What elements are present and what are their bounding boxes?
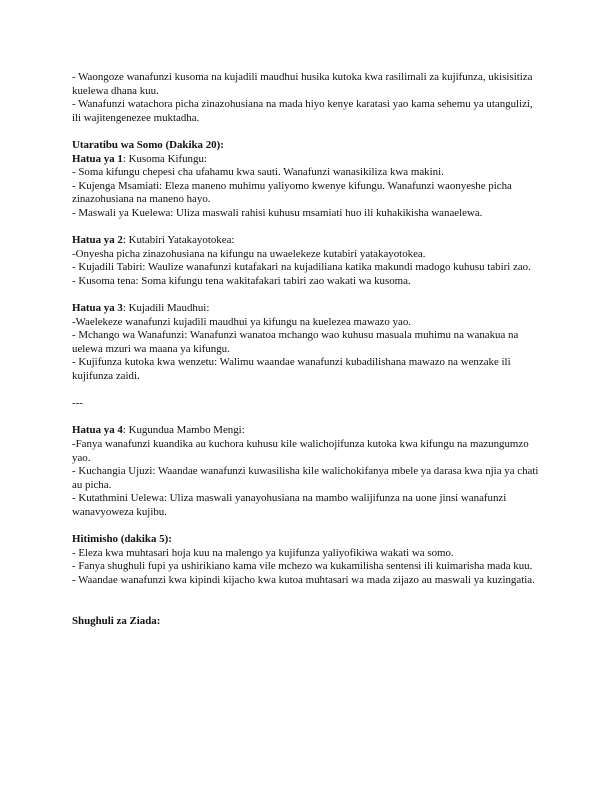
procedure-heading: Utaratibu wa Somo (Dakika 20):	[72, 138, 224, 151]
step-3-label: Hatua ya 3	[72, 302, 123, 315]
intro-section	[72, 71, 542, 125]
step-1-heading	[72, 153, 542, 167]
conclusion-item-1: - Eleza kwa muhtasari hoja kuu na malengo ya kujifunza yaliyofikiwa wakati wa somo.	[72, 546, 454, 559]
step-2-label: Hatua ya 2	[72, 234, 123, 247]
document-page	[72, 71, 542, 628]
step-2-item-3: - Kusoma tena: Soma kifungu tena wakitafakari tabiri zao wakati wa kusoma.	[72, 274, 411, 287]
conclusion-heading: Hitimisho (dakika 5):	[72, 533, 172, 546]
extra-activities-heading: Shughuli za Ziada:	[72, 614, 161, 627]
conclusion-item-2: - Fanya shughuli fupi ya ushirikiano kama vile mchezo wa kukamilisha sentensi ili kuimarisha mada kuu.	[72, 560, 533, 573]
step-4-heading	[72, 424, 542, 438]
step-1-item-2: - Kujenga Msamiati: Eleza maneno muhimu yaliyomo kwenye kifungu. Wanafunzi waonyeshe picha zinazohusiana na maneno hayo.	[72, 179, 512, 206]
step-2-title: : Kutabiri Yatakayotokea:	[122, 234, 235, 247]
step-4	[72, 424, 542, 519]
separator: ---	[72, 397, 83, 410]
step-3-heading	[72, 302, 542, 316]
step-1-item-1: - Soma kifungu chepesi cha ufahamu kwa sauti. Wanafunzi wanasikiliza kwa makini.	[72, 166, 444, 179]
conclusion-section	[72, 533, 542, 587]
intro-item-2: - Wanafunzi watachora picha zinazohusiana na mada hiyo kenye karatasi yao kama sehemu ya utangulizi, ili wajitengenezee muktadha.	[72, 98, 533, 124]
step-3-item-3: - Kujifunza kutoka kwa wenzetu: Walimu waandae wanafunzi kubadilishana mawazo na wenzake ili kujifunza zaidi.	[72, 356, 511, 383]
step-2-item-1: -Onyesha picha zinazohusiana na kifungu na uwaelekeze kutabiri yatakayotokea.	[72, 247, 426, 260]
conclusion-item-3: - Waandae wanafunzi kwa kipindi kijacho kwa kutoa muhtasari wa mada zijazo au maswali ya kuzingatia.	[72, 573, 535, 586]
step-2-item-2: - Kujadili Tabiri: Waulize wanafunzi kutafakari na kujadiliana katika makundi madogo kuhusu tabiri zao.	[72, 261, 531, 274]
step-4-item-2: - Kuchangia Ujuzi: Waandae wanafunzi kuwasilisha kile walichokifanya mbele ya darasa kwa njia ya chati au picha.	[72, 465, 539, 491]
step-3-item-1: -Waelekeze wanafunzi kujadili maudhui ya kifungu na kuelezea mawazo yao.	[72, 315, 412, 328]
intro-item-1: - Waongoze wanafunzi kusoma na kujadili maudhui husika kutoka kwa rasilimali za kujifunza, ukisisitiza kuelewa dhana kuu.	[72, 71, 533, 97]
step-4-item-3: - Kutathmini Uelewa: Uliza maswali yanayohusiana na mambo walijifunza na uone jinsi wanafunzi wanavyoweza kujibu.	[72, 492, 507, 518]
step-3	[72, 302, 542, 384]
step-3-title: : Kujadili Maudhui:	[122, 302, 210, 315]
step-4-label: Hatua ya 4	[72, 424, 123, 437]
step-1	[72, 153, 542, 221]
step-2	[72, 234, 542, 288]
step-4-item-1: -Fanya wanafunzi kuandika au kuchora kuhusu kile walichojifunza kutoka kwa kifungu na mazungumzo yao.	[72, 438, 529, 464]
step-1-item-3: - Maswali ya Kuelewa: Uliza maswali rahisi kuhusu msamiati huo ili kuhakikisha wanaelewa.	[72, 206, 483, 219]
step-1-title: : Kusoma Kifungu:	[122, 152, 207, 165]
step-4-title: : Kugundua Mambo Mengi:	[122, 424, 245, 437]
step-2-heading	[72, 234, 542, 248]
step-3-item-2: - Mchango wa Wanafunzi: Wanafunzi wanatoa mchango wao kuhusu masuala muhimu na wanakua na uelewa mzuri wa maana ya kifungu.	[72, 329, 519, 355]
step-1-label: Hatua ya 1	[72, 152, 123, 165]
